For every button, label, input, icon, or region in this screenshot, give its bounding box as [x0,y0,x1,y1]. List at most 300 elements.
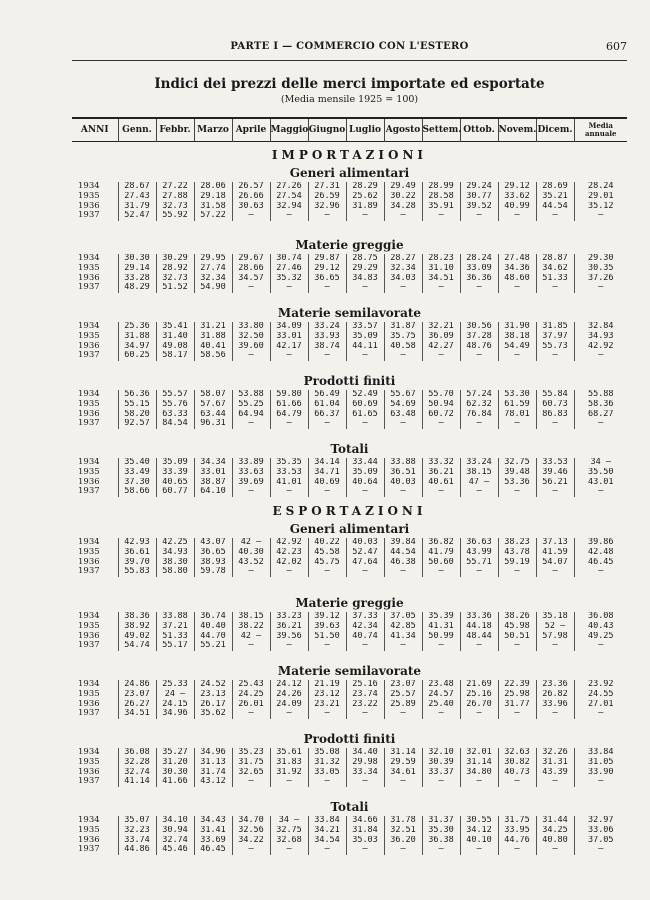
value-cell: 33.24 [460,458,498,468]
value-cell: 46.45 [194,845,232,855]
value-cell: 28.58 [422,192,460,202]
value-cell: 35.40 [118,458,156,468]
value-cell: 34.96 [156,709,194,719]
value-cell: 48.44 [460,632,498,642]
year-cell: 1934 [78,254,100,263]
page-number: 607 [606,40,627,53]
section-title: IMPORTAZIONI [271,148,428,162]
value-cell: — [232,641,270,651]
value-cell: — [422,419,460,429]
column-header: Novem. [498,118,536,142]
section-title: ESPORTAZIONI [272,504,427,518]
table-row [72,254,627,264]
value-cell: 54.74 [118,641,156,651]
value-cell: — [308,283,346,293]
value-cell: 26.82 [536,690,574,700]
value-cell: 34.51 [422,274,460,284]
value-cell: 84.54 [156,419,194,429]
value-cell: — [384,567,422,577]
value-cell: 34.28 [384,202,422,212]
value-cell: 55.83 [118,567,156,577]
value-cell: 31.83 [270,758,308,768]
table-row [72,690,627,700]
value-cell: 35.91 [422,202,460,212]
value-cell: 37.97 [536,332,574,342]
value-cell: — [346,419,384,429]
value-cell: 35.39 [422,612,460,622]
value-cell: — [422,709,460,719]
table-row [72,202,627,212]
value-cell: — [574,709,627,719]
value-cell: 37.21 [156,622,194,632]
value-cell: 33.23 [270,612,308,622]
value-cell: 30.30 [118,254,156,264]
value-cell: — [346,845,384,855]
year-cell: 1934 [78,182,100,191]
value-cell: 46.38 [384,558,422,568]
value-cell: — [536,567,574,577]
year-cell: 1936 [78,477,100,487]
year-cell: 1935 [78,467,100,477]
value-cell: 33.37 [422,768,460,778]
value-cell: 43.07 [194,538,232,548]
value-cell: 29.59 [384,758,422,768]
value-cell: 32.65 [232,768,270,778]
value-cell: 46.45 [574,558,627,568]
value-cell: 55.92 [156,211,194,221]
value-cell: 24.57 [422,690,460,700]
value-cell: 78.01 [498,410,536,420]
table-row [72,632,627,642]
value-cell: 35.09 [346,468,384,478]
year-cell: 1937 [78,845,100,855]
value-cell: 36.65 [308,274,346,284]
value-cell: 37.13 [536,538,574,548]
value-cell: 55.84 [536,390,574,400]
value-cell: 42.02 [270,558,308,568]
value-cell: 30.29 [156,254,194,264]
value-cell: 26.59 [308,192,346,202]
value-cell: — [422,211,460,221]
value-cell: 40.73 [498,768,536,778]
value-cell: 35.32 [270,274,308,284]
value-cell: 39.12 [308,612,346,622]
value-cell: 24.12 [270,680,308,690]
column-header: Febbr. [156,118,194,142]
value-cell: 34 — [574,458,627,468]
value-cell: 24.25 [232,690,270,700]
group-block [72,662,627,719]
value-cell: 45.46 [156,845,194,855]
value-cell: 33.53 [536,458,574,468]
year-cell: 1937 [78,351,100,361]
value-cell: 92.57 [118,419,156,429]
value-cell: 32.94 [270,202,308,212]
value-cell: 35.09 [156,458,194,468]
value-cell: 31.78 [384,816,422,826]
value-cell: 33.06 [574,826,627,836]
year-cell: 1936 [78,835,100,845]
value-cell: 35.75 [384,332,422,342]
value-cell: 33.80 [232,322,270,332]
value-cell: 38.15 [232,612,270,622]
value-cell: 28.24 [574,182,627,192]
value-cell: — [232,777,270,787]
value-cell: 35.41 [156,322,194,332]
value-cell: — [574,419,627,429]
value-cell: 43.01 [574,478,627,488]
value-cell: 61.66 [270,400,308,410]
value-cell: — [536,777,574,787]
value-cell: 27.46 [270,264,308,274]
value-cell: 33.53 [270,468,308,478]
value-cell: — [232,211,270,221]
value-cell: — [498,845,536,855]
group-block [72,520,627,577]
page-header [72,40,627,61]
value-cell: 51.50 [308,632,346,642]
value-cell: 23.12 [308,690,346,700]
value-cell: 31.40 [156,332,194,342]
value-cell: — [498,419,536,429]
value-cell: 55.88 [574,390,627,400]
value-cell: 43.12 [194,777,232,787]
year-cell: 1937 [78,641,100,651]
table-row [72,322,627,332]
value-cell: 31.37 [422,816,460,826]
value-cell: 64.94 [232,410,270,420]
value-cell: 68.27 [574,410,627,420]
value-cell: 27.54 [270,192,308,202]
value-cell: — [346,211,384,221]
value-cell: 34.66 [346,816,384,826]
year-cell: 1936 [78,273,100,283]
value-cell: 29.18 [194,192,232,202]
value-cell: 25.16 [460,690,498,700]
value-cell: 32.74 [156,836,194,846]
value-cell: 40.61 [422,478,460,488]
value-cell: 31.20 [156,758,194,768]
group-block [72,798,627,855]
value-cell: 51.52 [156,283,194,293]
value-cell: 59.80 [270,390,308,400]
value-cell: 23.07 [118,690,156,700]
value-cell: 47.64 [346,558,384,568]
value-cell: 34.93 [574,332,627,342]
value-cell: — [574,211,627,221]
column-header: Maggio [270,118,308,142]
value-cell: 34.80 [460,768,498,778]
group-block [72,440,627,497]
value-cell: 31.32 [308,758,346,768]
value-cell: 35.12 [574,202,627,212]
value-cell: 51.33 [156,632,194,642]
value-cell: 42.92 [270,538,308,548]
value-cell: 33.32 [422,458,460,468]
year-cell: 1934 [78,538,100,547]
year-cell: 1935 [78,757,100,767]
table-row [72,845,627,855]
value-cell: — [422,845,460,855]
value-cell: 36.36 [460,274,498,284]
value-cell: 56.21 [536,478,574,488]
value-cell: — [308,351,346,361]
group-title: Prodotti finiti [303,732,396,746]
value-cell: 55.57 [156,390,194,400]
value-cell: 30.82 [498,758,536,768]
value-cell: 35.21 [536,192,574,202]
value-cell: 44.18 [460,622,498,632]
value-cell: 39.70 [118,558,156,568]
value-cell: 51.33 [536,274,574,284]
value-cell: 29.67 [232,254,270,264]
value-cell: 25.62 [346,192,384,202]
value-cell: 41.66 [156,777,194,787]
value-cell: 38.26 [498,612,536,622]
value-cell: 62.32 [460,400,498,410]
value-cell: 32.75 [270,826,308,836]
value-cell: 36.21 [422,468,460,478]
value-cell: 57.98 [536,632,574,642]
value-cell: 29.12 [308,264,346,274]
value-cell: 31.77 [498,700,536,710]
value-cell: 64.79 [270,410,308,420]
value-cell: — [232,845,270,855]
value-cell: 30.30 [156,768,194,778]
value-cell: 36.21 [270,622,308,632]
value-cell: 34.22 [232,836,270,846]
column-header: Ottob. [460,118,498,142]
year-cell: 1935 [78,191,100,201]
value-cell: — [422,351,460,361]
value-cell: — [574,567,627,577]
year-cell: 1935 [78,263,100,273]
value-cell: — [346,351,384,361]
value-cell: 31.74 [194,768,232,778]
value-cell: 30.35 [574,264,627,274]
value-cell: — [460,211,498,221]
value-cell: — [422,283,460,293]
value-cell: — [346,487,384,497]
value-cell: 36.65 [194,548,232,558]
group-title: Generi alimentari [289,166,410,180]
value-cell: 32.73 [156,202,194,212]
value-cell: 35.50 [574,468,627,478]
value-cell: — [232,283,270,293]
value-cell: 27.26 [270,182,308,192]
value-cell: 39.84 [384,538,422,548]
group-title: Generi alimentari [289,522,410,536]
value-cell: 21.69 [460,680,498,690]
value-cell: 39.52 [460,202,498,212]
value-cell: 33.36 [460,612,498,622]
value-cell: 42.27 [422,342,460,352]
value-cell: — [460,487,498,497]
value-cell: 40.99 [498,202,536,212]
value-cell: 36.38 [422,836,460,846]
value-cell: 32.74 [118,768,156,778]
value-cell: — [536,845,574,855]
value-cell: 57.24 [460,390,498,400]
value-cell: 63.48 [384,410,422,420]
value-cell: 55.71 [460,558,498,568]
data-table [72,816,627,855]
value-cell: 27.43 [118,192,156,202]
group-title: Materie greggie [295,596,404,610]
value-cell: 33.89 [232,458,270,468]
value-cell: 50.60 [422,558,460,568]
value-cell: 34.12 [460,826,498,836]
value-cell: 37.05 [574,836,627,846]
data-table [72,254,627,293]
year-cell: 1937 [78,211,100,221]
group-title: Totali [330,800,369,814]
value-cell: 33.24 [308,322,346,332]
value-cell: 23.74 [346,690,384,700]
value-cell: 30.74 [270,254,308,264]
value-cell: 49.25 [574,632,627,642]
value-cell: 32.68 [270,836,308,846]
year-cell: 1934 [78,816,100,825]
group-block [72,236,627,293]
value-cell: 40.03 [346,538,384,548]
value-cell: 23.21 [308,700,346,710]
value-cell: 40.30 [232,548,270,558]
value-cell: 33.05 [308,768,346,778]
document-subtitle: (Media mensile 1925 = 100) [280,94,419,105]
value-cell: 39.48 [498,468,536,478]
value-cell: 32.97 [574,816,627,826]
value-cell: — [422,487,460,497]
value-cell: 29.98 [346,758,384,768]
value-cell: 32.34 [194,274,232,284]
value-cell: 31.31 [536,758,574,768]
value-cell: 27.48 [498,254,536,264]
table-row [72,700,627,710]
value-cell: 25.98 [498,690,536,700]
value-cell: — [536,487,574,497]
value-cell: 26.66 [232,192,270,202]
value-cell: — [308,845,346,855]
column-header-row [72,117,627,142]
value-cell: 40.69 [308,478,346,488]
value-cell: 23.13 [194,690,232,700]
value-cell: 86.83 [536,410,574,420]
table-row [72,283,627,293]
value-cell: 49.02 [118,632,156,642]
value-cell: 33.95 [498,826,536,836]
value-cell: 55.21 [194,641,232,651]
table-row [72,777,627,787]
value-cell: 28.24 [460,254,498,264]
value-cell: — [498,777,536,787]
value-cell: 76.84 [460,410,498,420]
value-cell: 34.34 [194,458,232,468]
value-cell: 39.60 [232,342,270,352]
value-cell: 35.03 [346,836,384,846]
value-cell: — [498,709,536,719]
value-cell: 37.28 [460,332,498,342]
table-row [72,816,627,826]
value-cell: 31.89 [346,202,384,212]
value-cell: 32.01 [460,748,498,758]
value-cell: 43.52 [232,558,270,568]
group-title: Materie semilavorate [277,664,422,678]
value-cell: 35.23 [232,748,270,758]
table-row [72,192,627,202]
value-cell: 33.49 [118,468,156,478]
value-cell: 34.70 [232,816,270,826]
value-cell: — [384,487,422,497]
value-cell: 40.74 [346,632,384,642]
value-cell: — [574,641,627,651]
value-cell: 38.36 [118,612,156,622]
table-row [72,709,627,719]
value-cell: 41.31 [422,622,460,632]
value-cell: 32.28 [118,758,156,768]
value-cell: 33.90 [574,768,627,778]
value-cell: 57.22 [194,211,232,221]
value-cell: 44.76 [498,836,536,846]
value-cell: 32.63 [498,748,536,758]
value-cell: — [384,777,422,787]
value-cell: 59.78 [194,567,232,577]
value-cell: 58.66 [118,487,156,497]
value-cell: 38.74 [308,342,346,352]
table-row [72,351,627,361]
table-row [72,390,627,400]
value-cell: 24.86 [118,680,156,690]
value-cell: 42.93 [118,538,156,548]
value-cell: 44.54 [384,548,422,558]
value-cell: 31.58 [194,202,232,212]
value-cell: 27.31 [308,182,346,192]
data-table [72,680,627,719]
value-cell: 28.87 [536,254,574,264]
value-cell: — [270,777,308,787]
value-cell: 33.88 [156,612,194,622]
value-cell: — [384,641,422,651]
value-cell: 26.70 [460,700,498,710]
value-cell: 58.20 [118,410,156,420]
group-title: Materie semilavorate [277,306,422,320]
value-cell: 31.87 [384,322,422,332]
value-cell: — [308,641,346,651]
value-cell: 48.60 [498,274,536,284]
value-cell: 40.58 [384,342,422,352]
value-cell: 23.48 [422,680,460,690]
value-cell: 64.10 [194,487,232,497]
value-cell: 37.26 [574,274,627,284]
table-row [72,748,627,758]
value-cell: 25.16 [346,680,384,690]
table-row [72,182,627,192]
value-cell: 40.40 [194,622,232,632]
value-cell: 24.52 [194,680,232,690]
value-cell: 24.15 [156,700,194,710]
value-cell: 32.51 [384,826,422,836]
value-cell: — [232,709,270,719]
value-cell: 40.80 [536,836,574,846]
value-cell: 24.09 [270,700,308,710]
value-cell: 50.94 [422,400,460,410]
value-cell: 55.76 [156,400,194,410]
group-title: Totali [330,442,369,456]
value-cell: 35.30 [422,826,460,836]
value-cell: 31.75 [232,758,270,768]
year-cell: 1937 [78,567,100,577]
value-cell: — [422,777,460,787]
